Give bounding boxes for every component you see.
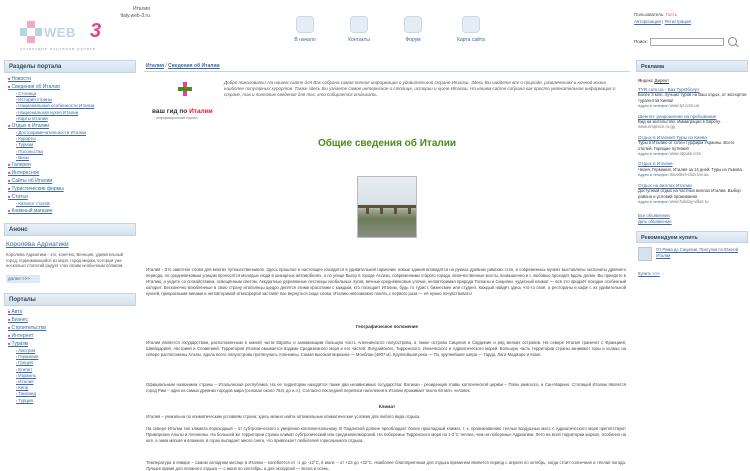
recommend-item-title[interactable]: От Рима до Сицилии. Прогулки по Южной Италии xyxy=(656,247,739,258)
paragraph-climate-north: На севере Италии тип климата переходный – от субтропического к умеренно-континентальному. В Паданской долине преобладает более прохладный климат, т. к. проникновению теплых воздушных масс с Адриатического моря препятствуют Приморские Альпы и Апеннины. На большей же территории страны климат субтропический или средиземноморский. На побережье Тирренского моря на 1-2°С теплее, чем на побережье Адриатики. Лето на всей территории жаркое, особенно на юге, а зима мягкая и влажная, в горах выпадает много снега, что привлекает любителей горнолыжного отдыха. xyxy=(146,426,626,443)
sections-item[interactable]: ■ Статьи xyxy=(8,193,136,201)
search-input[interactable] xyxy=(650,38,724,46)
yandex-logo-b: ндекс xyxy=(641,78,654,83)
intro-block xyxy=(146,76,626,122)
ad-title-link[interactable]: Отдых в Италии xyxy=(638,161,673,167)
site-logo[interactable] xyxy=(6,3,150,51)
direct-label: Директ xyxy=(654,78,670,83)
breadcrumb-root[interactable]: Италия xyxy=(146,63,164,69)
register-link[interactable]: Регистрация xyxy=(664,19,691,24)
ad-text: Доступный отдых на частных виллах Италии. Выбор района и условий проживания. xyxy=(638,188,741,199)
portals-item[interactable]: ▪ Египет xyxy=(8,367,136,373)
breadcrumb-current[interactable]: Сведения об Италии xyxy=(168,63,220,69)
sections-item[interactable]: ■ Сведения об Италии xyxy=(8,83,136,91)
sections-item[interactable]: ▪ История страны xyxy=(8,97,136,103)
anons-title-link[interactable]: Королева Адриатики xyxy=(6,241,69,249)
sections-item[interactable]: ▪ Туризм xyxy=(8,142,136,148)
ad-url: www.holiday-villas.ru xyxy=(669,198,709,204)
header xyxy=(0,0,750,56)
ads-links xyxy=(636,213,748,225)
nav-sitemap[interactable] xyxy=(446,16,496,43)
nav-forum[interactable] xyxy=(388,16,438,43)
intro-text: Добро пожаловать! На нашем сайте для Вас собрана самая полная информация о удивительной стране Италии. Здесь Вы найдете все о природе, развлечениях и ночной жизни наиболее популярных курортов. Также здесь Вы узнаете самое интересное о столице, истории и кухне Италии. На нашем сайте собрана как просто увлекательная информация о стране, так и полезные сведения для тех, кто собирается отдыхать. xyxy=(224,80,616,98)
top-nav xyxy=(280,16,510,52)
right-sidebar xyxy=(636,60,748,471)
sections-item[interactable]: ▪ Визы xyxy=(8,155,136,161)
ad-url: www.otpusk.com xyxy=(669,151,702,157)
left-sidebar xyxy=(4,60,136,471)
nav-home-label: В начало xyxy=(294,37,316,43)
ad-url: www.tyr.com.ua xyxy=(669,103,699,109)
portals-item[interactable]: ▪ Израиль xyxy=(8,373,136,379)
portals-heading: Порталы xyxy=(4,293,136,306)
breadcrumb-sep: / xyxy=(165,63,167,69)
logo-cross-icon xyxy=(20,21,42,43)
portals-item[interactable]: ■ Строительство xyxy=(8,324,136,332)
portals-item[interactable]: ▪ Греция xyxy=(8,360,136,366)
book-thumbnail xyxy=(638,247,652,261)
ad-address-link[interactable]: Адрес и телефон xyxy=(638,173,669,178)
portals-item[interactable]: ▪ Турция xyxy=(8,398,136,404)
paragraph-state: Официальным названием страны – Итальянская республика. На ее территории находятся также два независимых государства: Ватикан - резиденция главы католической церкви – Папы римского, и Сан-Марино. Столицей Италии является город Рим – один из самых древних городов мира (основан около 753г. до н.э.). Согласно последней переписи населения в Италии проживает около 60 млн. человек. xyxy=(146,382,626,393)
sections-item[interactable]: ■ Сайты об Италии xyxy=(8,177,136,185)
sections-item[interactable]: ▪ Национальные особенности Италии xyxy=(8,103,136,109)
ad-title-link[interactable]: Шенген: разрешение на пребывание xyxy=(638,113,717,119)
ad-address-link[interactable]: Адрес и телефон xyxy=(638,104,669,109)
nav-contacts[interactable] xyxy=(334,16,384,43)
guide-logo-a: ваш гид по xyxy=(152,108,190,115)
portals-item[interactable]: ▪ Таиланд xyxy=(8,391,136,397)
logo-web-text: WEB xyxy=(44,25,76,40)
all-ads-link[interactable]: Все объявления xyxy=(638,213,670,219)
ad-item xyxy=(636,114,748,131)
ad-url: www.emprece.ro.gg xyxy=(638,124,676,130)
contacts-icon xyxy=(350,16,368,33)
sections-item[interactable]: ■ Новости xyxy=(8,75,136,83)
paragraph-geography: Италия является государством, расположенным в южной части Европы и занимающим большую часть Апеннинского полуострова, а также острова Сицилия и Сардиния и ряд мелких островов. На севере Италия граничит с Францией, Швейцарией, Австрией и Словенией. Территория Италии омывается водами Средиземного моря и его частей: Лигурийского, Тирренского, Ионического и Адриатического морей. Большую часть территории страны занимают горы и холмы; на севере расположены Альпы, вдоль всего полуострова протянулись Апеннины. Самая высокая вершина — Монблан (4807 м). Крупнейшая река — По, крупнейшие озёра — Гарда, Лаго-Маджоре и Комо. xyxy=(146,340,626,357)
ad-address-link[interactable]: Адрес и телефон xyxy=(638,152,669,157)
page-title: Общие сведения об Италии xyxy=(317,138,457,149)
paragraph-intro: Италия - Это заветное слово для многих путешественников. Здесь прошлое и настоящее находится в удивительной гармонии: новые здания возводятся на руинах древних римских стен, в современных музеях выставлены экспонаты древнего периода, по средневековым улицам проносятся молодые люди в шикарных автомобилях, а по улице Вьеху в городе Ассизи, современники старого города, величественные мосты, возвышенно и с любовью проходят вдоль долин. Вы приедете в Италию, а уедете со спокойствием, освещённым светом. Аккуратные деревянные лестницы изобильных лугов, вечные средневековые улочки, неповторимая природа Тосканы и Сицилии, чудесный климат — всё это придаёт поездке особенный колорит. Бесконечно влюблённые в свою страну итальянцы щедро делятся этими красотами с каждым, кто посещает Италию, будь то турист, бизнесмен или студент. Каждый найдёт здесь что-то своё, а рестораны и кафе с их удивительной кухней, прекрасными винами и неповторимой атмосферой заставят вас вернуться сюда снова. Италию невозможно понять с первого раза — её нужно почувствовать! xyxy=(146,267,626,296)
ad-text: Чехия, Германия, Италия за 14 дней. Туры из Львова. xyxy=(638,166,743,172)
portals-item[interactable]: ▪ Австрия xyxy=(8,348,136,354)
sections-item[interactable]: ■ Книжный магазин xyxy=(8,207,136,215)
paragraph-climate-intro: Италия – уникальна по климатическим условиям страна: здесь можно найти оптимальные климатические условия для любого вида отдыха. xyxy=(146,414,421,419)
sections-item[interactable]: ▪ Каталог статей xyxy=(8,201,136,207)
logo-number: 3 xyxy=(90,20,102,42)
site-domain: Italy.web-3.ru xyxy=(120,13,150,19)
sections-item[interactable]: ▪ Карты Италии xyxy=(8,116,136,122)
ad-title-link[interactable]: Отдых в Италии!! Туры из Киева xyxy=(638,134,707,140)
sitemap-icon xyxy=(462,16,480,33)
portals-item[interactable]: ■ Туризм xyxy=(8,340,136,348)
ad-item xyxy=(636,87,748,110)
paragraph-climate-temp: Температура в январе – самом холодном месяце в Италии – колеблется от -1 до -12°С, в июле – от +23 до +32°С. Наиболее благоприятным для отдыха временем является период с апреля по октябрь, когда стоит солнечная и тёплая погода. Лучшее время для пляжного отдыха — с июня по сентябрь, а для экскурсий — весна и осень. xyxy=(146,460,626,471)
sections-item[interactable]: ■ Туристические фирмы xyxy=(8,185,136,193)
nav-forum-label: Форум xyxy=(405,37,421,43)
search-box xyxy=(634,38,746,47)
portals-item[interactable]: ▪ Германия xyxy=(8,354,136,360)
sections-nav xyxy=(4,73,136,217)
sections-item[interactable]: ▪ Курорты xyxy=(8,136,136,142)
nav-contacts-label: Контакты xyxy=(348,37,370,43)
forum-icon xyxy=(404,16,422,33)
user-box xyxy=(634,11,746,25)
guide-logo xyxy=(148,78,214,120)
ad-item xyxy=(636,161,748,178)
give-ad-link[interactable]: Дать объявление xyxy=(638,219,672,225)
user-sep: | xyxy=(662,19,664,24)
ad-address-link[interactable]: Адрес и телефон xyxy=(638,199,669,204)
ads-heading: Реклама xyxy=(636,60,748,72)
sections-item[interactable]: ■ Интересное xyxy=(8,169,136,177)
portals-item[interactable]: ▪ Италия xyxy=(8,379,136,385)
anons-text: Королева Адриатики - это, конечно, Венеция, удивительный город, поднимающийся из моря, город-мираж, который уже несколько столетий радует глаз своим необычным обликом. xyxy=(6,252,124,269)
nav-home[interactable] xyxy=(280,16,330,43)
portals-item[interactable]: ▪ Кипр xyxy=(8,385,136,391)
subheading-climate: Климат xyxy=(378,404,396,409)
buy-link[interactable]: Купить >>> xyxy=(638,271,660,277)
ads-list xyxy=(636,87,748,205)
anons-heading: Анонс xyxy=(4,223,136,236)
ad-title-link[interactable]: Отдых на виллах Италии xyxy=(638,182,692,188)
sections-item[interactable]: ▪ Посольства xyxy=(8,149,136,155)
sections-item[interactable]: ▪ Столица xyxy=(8,91,136,97)
user-guest: Гость xyxy=(665,12,678,17)
portals-nav xyxy=(4,306,136,406)
site-info xyxy=(98,6,150,20)
sections-item[interactable]: ■ Отдых в Италии xyxy=(8,122,136,130)
portals-item[interactable]: ■ Бизнес xyxy=(8,316,136,324)
ad-text: Туры в Италию от сотен турфирм Украины. Всего отелей. Горящие путевки!! xyxy=(638,140,735,151)
guide-logo-b: Италии xyxy=(189,108,213,115)
ad-url: travellers-club.lviv.ua xyxy=(669,172,709,178)
search-label: Поиск: xyxy=(634,39,648,44)
guide-logo-subtitle: информационный портал xyxy=(156,116,198,120)
recommend-item[interactable] xyxy=(636,247,748,263)
portals-item[interactable]: ■ Авто xyxy=(8,308,136,316)
subheading-geography: Географическое положение xyxy=(355,324,419,329)
portals-item[interactable]: ■ Интернет xyxy=(8,332,136,340)
search-icon[interactable] xyxy=(728,37,737,46)
ad-item xyxy=(636,135,748,158)
guide-logo-cross-icon xyxy=(178,82,192,96)
breadcrumb xyxy=(144,60,630,72)
nav-sitemap-label: Карта сайта xyxy=(457,37,485,43)
ad-text: Вид на жительство. Иммиграция в Европу. xyxy=(638,119,721,125)
ad-title-link[interactable]: TYR.com.ua - Баз ТурОбсерт xyxy=(638,87,700,92)
sections-heading: Разделы портала xyxy=(4,60,136,73)
florence-photo xyxy=(357,176,417,238)
yandex-direct[interactable] xyxy=(636,78,748,83)
home-icon xyxy=(296,16,314,33)
sections-item[interactable]: ■ Галерея xyxy=(8,161,136,169)
sections-item[interactable]: ▪ Национальная кухня Италии xyxy=(8,110,136,116)
anons-more-button[interactable]: далее >>> xyxy=(6,275,40,283)
login-link[interactable]: Авторизация xyxy=(634,19,661,24)
recommend-heading: Рекомендуем купить xyxy=(636,231,748,243)
site-country: Италия xyxy=(132,6,150,12)
ad-text: Более 3 млн. лучших туров на Ваш отдых, от экспортов турагентов Киева! xyxy=(638,92,747,103)
user-label: Пользователь: xyxy=(634,12,665,17)
sections-item[interactable]: ▪ Достопримечательности Италии xyxy=(8,130,136,136)
ad-item xyxy=(636,183,748,206)
main-content xyxy=(144,60,630,471)
logo-tagline: созвездие порталов рунета xyxy=(20,46,96,51)
yandex-logo-a: Я xyxy=(638,78,642,83)
